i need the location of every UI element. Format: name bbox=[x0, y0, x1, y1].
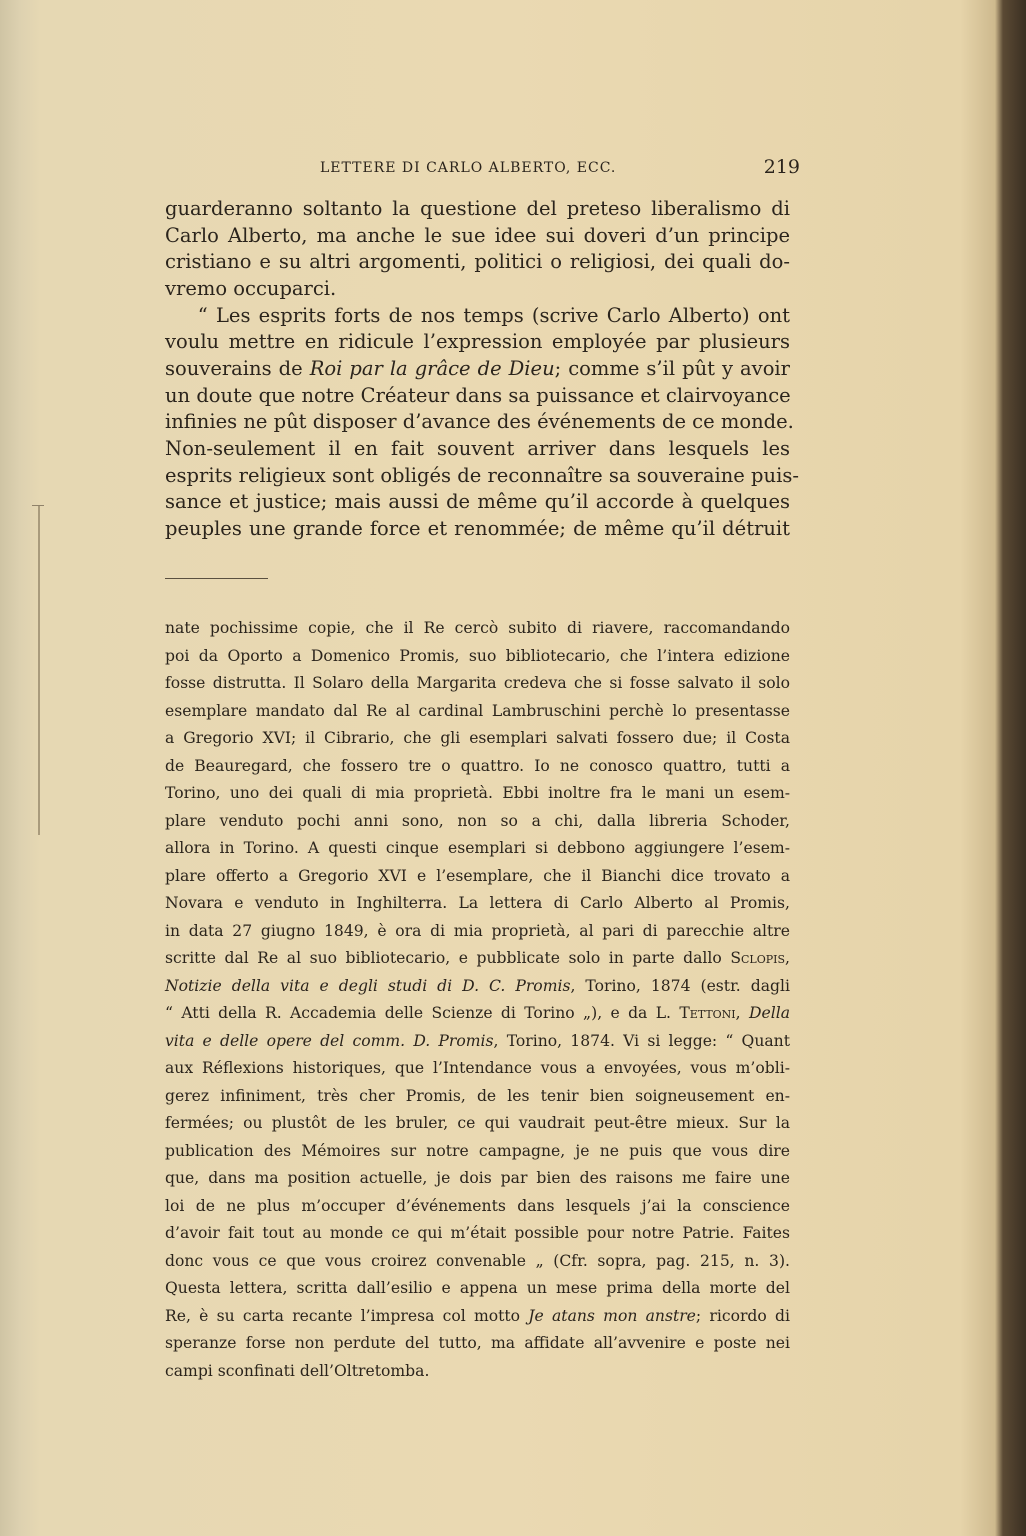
text-segment: , bbox=[735, 1004, 749, 1022]
text-line bbox=[165, 384, 790, 407]
text-line bbox=[165, 1307, 790, 1325]
text-line bbox=[165, 1252, 790, 1270]
text-line bbox=[165, 1059, 790, 1077]
italic-text: vita e delle opere del comm. D. Promis bbox=[165, 1031, 494, 1050]
text-segment: peuples une grande force et renommée; de même qu’il détruit bbox=[165, 516, 790, 540]
text-line bbox=[165, 1197, 790, 1215]
text-segment: que, dans ma position actuelle, je dois par bien des raisons me faire une bbox=[165, 1169, 790, 1187]
text-segment: scritte dal Re al suo bibliotecario, e pubblicate solo in parte dallo bbox=[165, 949, 731, 967]
page-header bbox=[165, 156, 800, 180]
text-line bbox=[165, 1004, 790, 1022]
text-line bbox=[165, 250, 790, 273]
text-segment: esprits religieux sont obligés de reconnaître sa souveraine puis- bbox=[165, 463, 799, 487]
text-line bbox=[165, 674, 790, 692]
text-segment: de Beauregard, che fossero tre o quattro. Io ne conosco quattro, tutti a bbox=[165, 756, 790, 775]
page-binding-mark bbox=[32, 505, 44, 506]
text-line bbox=[165, 729, 790, 747]
text-segment: plare offerto a Gregorio XVI e l’esemplare, che il Bianchi dice trovato a bbox=[165, 866, 790, 885]
text-segment: , bbox=[785, 949, 790, 967]
text-line bbox=[165, 812, 790, 830]
page-binding-shadow bbox=[38, 505, 40, 835]
text-line bbox=[165, 197, 790, 220]
text-segment: a Gregorio XVI; il Cibrario, che gli esemplari salvati fossero due; il Costa bbox=[165, 729, 790, 747]
text-segment: “ Les esprits forts de nos temps (scrive Carlo Alberto) ont bbox=[165, 303, 790, 327]
text-segment: cristiano e su altri argomenti, politici o religiosi, dei quali do- bbox=[165, 250, 790, 274]
text-segment: aux Réflexions historiques, que l’Intendance vous a envoyées, vous m’obli- bbox=[165, 1059, 790, 1077]
text-segment: un doute que notre Créateur dans sa puissance et clairvoyance bbox=[165, 383, 791, 407]
text-segment: donc vous ce que vous croirez convenable „ (Cfr. sopra, pag. 215, n. 3). bbox=[165, 1251, 790, 1270]
text-line bbox=[165, 619, 790, 637]
text-segment: fosse distrutta. Il Solaro della Margarita credeva che si fosse salvato il solo bbox=[165, 674, 790, 692]
footnote-rule bbox=[165, 578, 268, 579]
text-line bbox=[165, 1087, 790, 1105]
text-segment: loi de ne plus m’occuper d’événements dans lesquels j’ai la conscience bbox=[165, 1196, 790, 1215]
text-segment: guarderanno soltanto la questione del preteso liberalismo di bbox=[165, 197, 790, 220]
text-segment: campi sconfinati dell’Oltretomba. bbox=[165, 1361, 430, 1380]
text-segment: souverains de bbox=[165, 356, 310, 380]
page-number: 219 bbox=[763, 156, 800, 178]
text-line bbox=[165, 224, 790, 247]
text-line bbox=[165, 867, 790, 885]
text-line bbox=[165, 757, 790, 775]
text-segment: Re, è su carta recante l’impresa col motto bbox=[165, 1306, 529, 1325]
text-line bbox=[165, 949, 790, 967]
text-segment: d’avoir fait tout au monde ce qui m’était possible pour notre Patrie. Faites bbox=[165, 1224, 790, 1242]
text-segment: plare venduto pochi anni sono, non so a chi, dalla libreria Schoder, bbox=[165, 811, 790, 830]
text-segment: speranze forse non perdute del tutto, ma affidate all’avvenire e poste nei bbox=[165, 1334, 790, 1352]
text-line bbox=[165, 922, 790, 940]
text-segment: ; comme s’il pût y avoir bbox=[554, 356, 790, 380]
text-line bbox=[165, 1224, 790, 1242]
italic-text: Je atans mon anstre bbox=[528, 1306, 696, 1325]
text-segment: ; ricordo di bbox=[695, 1306, 790, 1325]
text-line bbox=[165, 410, 794, 434]
text-line bbox=[165, 1142, 790, 1160]
text-segment: publication des Mémoires sur notre campagne, je ne puis que vous dire bbox=[165, 1141, 790, 1160]
text-segment: poi da Oporto a Domenico Promis, suo bibliotecario, che l’intera edizione bbox=[165, 646, 790, 665]
text-line bbox=[165, 784, 790, 802]
text-segment: Torino, uno dei quali di mia proprietà. Ebbi inoltre fra le mani un esem- bbox=[165, 784, 790, 802]
text-segment: Non-seulement il en fait souvent arriver dans lesquels les bbox=[165, 436, 790, 460]
text-line bbox=[165, 357, 790, 380]
text-segment: nate pochissime copie, che il Re cercò subito di riavere, raccomandando bbox=[165, 619, 790, 637]
text-line bbox=[165, 437, 790, 460]
text-line bbox=[165, 894, 790, 912]
text-line bbox=[165, 277, 790, 300]
text-segment: in data 27 giugno 1849, è ora di mia proprietà, al pari di parecchie altre bbox=[165, 921, 790, 940]
text-segment: “ Atti della R. Accademia delle Scienze di Torino „), e da L. bbox=[165, 1004, 680, 1022]
text-line bbox=[165, 977, 790, 995]
text-segment: gerez infiniment, très cher Promis, de les tenir bien soigneusement en- bbox=[165, 1086, 790, 1105]
text-line bbox=[165, 647, 790, 665]
text-line bbox=[165, 1279, 790, 1297]
text-segment: voulu mettre en ridicule l’expression employée par plusieurs bbox=[165, 330, 790, 354]
text-line bbox=[165, 330, 790, 353]
text-line bbox=[165, 517, 790, 540]
text-segment: Novara e venduto in Inghilterra. La lettera di Carlo Alberto al Promis, bbox=[165, 894, 790, 912]
text-line bbox=[165, 1114, 790, 1132]
text-line bbox=[165, 1032, 790, 1050]
text-line bbox=[165, 1334, 790, 1352]
text-line bbox=[165, 304, 790, 327]
text-segment: vremo occuparci. bbox=[165, 276, 337, 300]
text-line bbox=[165, 839, 790, 857]
text-segment: fermées; ou plustôt de les bruler, ce qui vaudrait peut-être mieux. Sur la bbox=[165, 1114, 790, 1132]
text-line bbox=[165, 702, 790, 720]
text-segment: , Torino, 1874 (estr. dagli bbox=[570, 976, 790, 995]
small-caps-name: Tettoni bbox=[679, 1004, 736, 1022]
text-segment: sance et justice; mais aussi de même qu’il accorde à quelques bbox=[165, 490, 790, 514]
small-caps-name: Sclopis bbox=[730, 949, 786, 967]
text-line bbox=[165, 1362, 790, 1380]
running-title: LETTERE DI CARLO ALBERTO, ECC. bbox=[320, 160, 617, 176]
italic-text: Della bbox=[748, 1004, 790, 1022]
text-segment: esemplare mandato dal Re al cardinal Lambruschini perchè lo presentasse bbox=[165, 701, 790, 720]
text-segment: infinies ne pût disposer d’avance des événements de ce monde. bbox=[165, 410, 794, 434]
italic-text: Notizie della vita e degli studi di D. C. Promis bbox=[165, 976, 571, 995]
text-line bbox=[165, 490, 790, 513]
text-segment: , Torino, 1874. Vi si legge: “ Quant bbox=[493, 1031, 790, 1050]
text-line bbox=[165, 463, 799, 487]
text-line bbox=[165, 1169, 790, 1187]
text-segment: Questa lettera, scritta dall’esilio e appena un mese prima della morte del bbox=[165, 1279, 790, 1297]
text-segment: Carlo Alberto, ma anche le sue idee sui doveri d’un principe bbox=[165, 223, 790, 247]
italic-text: Roi par la grâce de Dieu bbox=[309, 356, 555, 380]
text-segment: allora in Torino. A questi cinque esemplari si debbono aggiungere l’esem- bbox=[165, 839, 790, 857]
